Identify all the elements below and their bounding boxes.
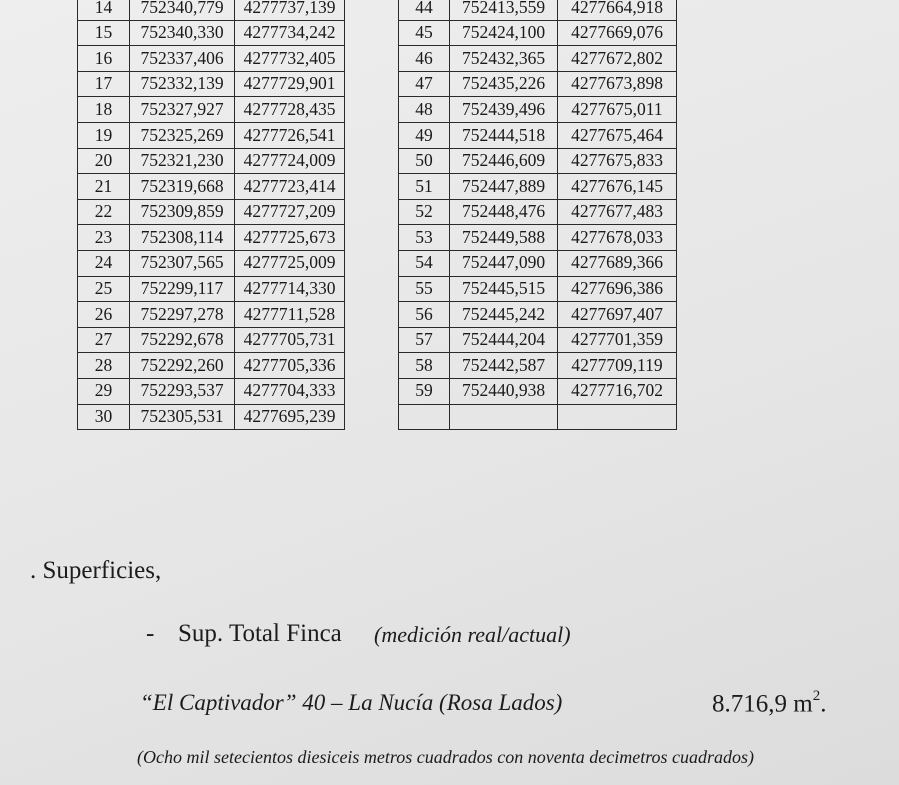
- y-coordinate-cell: 4277732,405: [235, 46, 345, 72]
- table-row: [399, 276, 677, 302]
- x-coordinate-cell: 752413,559: [450, 0, 558, 20]
- table-row: [78, 378, 345, 404]
- table-row: [399, 20, 677, 46]
- coordinates-table-left-body: [78, 0, 345, 430]
- x-coordinate-cell: 752325,269: [130, 122, 235, 148]
- surface-label: Sup. Total Finca: [178, 620, 342, 647]
- y-coordinate-cell: 4277726,541: [235, 122, 345, 148]
- x-coordinate-cell: 752319,668: [130, 174, 235, 200]
- x-coordinate-cell: 752308,114: [130, 225, 235, 251]
- area-in-words: (Ocho mil setecientos diesiceis metros cuadrados con noventa decimetros cuadrados): [137, 747, 755, 767]
- point-number-cell: 21: [78, 174, 130, 200]
- point-number-cell: 54: [399, 250, 450, 276]
- table-row: [78, 404, 345, 430]
- x-coordinate-cell: 752445,515: [450, 276, 558, 302]
- table-row: [399, 122, 677, 148]
- y-coordinate-cell: 4277724,009: [235, 148, 345, 174]
- table-row: [399, 46, 677, 72]
- x-coordinate-cell: 752447,090: [450, 250, 558, 276]
- table-row: [399, 225, 677, 251]
- y-coordinate-cell: 4277672,802: [558, 46, 677, 72]
- point-number-cell: 24: [78, 250, 130, 276]
- y-coordinate-cell: 4277675,011: [558, 97, 677, 123]
- x-coordinate-cell: 752435,226: [450, 71, 558, 97]
- point-number-cell: 25: [78, 276, 130, 302]
- x-coordinate-cell: 752332,139: [130, 71, 235, 97]
- x-coordinate-cell: 752340,779: [130, 0, 235, 20]
- y-coordinate-cell: 4277725,673: [235, 225, 345, 251]
- point-number-cell: 44: [399, 0, 450, 20]
- point-number-cell: 26: [78, 302, 130, 328]
- y-coordinate-cell: 4277716,702: [558, 378, 677, 404]
- table-row: [78, 199, 345, 225]
- table-row: [78, 46, 345, 72]
- y-coordinate-cell: 4277696,386: [558, 276, 677, 302]
- point-number-cell: 30: [78, 404, 130, 430]
- table-row: [78, 353, 345, 379]
- x-coordinate-cell: 752444,518: [450, 122, 558, 148]
- y-coordinate-cell: [558, 404, 677, 430]
- point-number-cell: 47: [399, 71, 450, 97]
- x-coordinate-cell: [450, 404, 558, 430]
- table-row: [399, 353, 677, 379]
- area-period: .: [820, 690, 827, 718]
- point-number-cell: 20: [78, 148, 130, 174]
- x-coordinate-cell: 752305,531: [130, 404, 235, 430]
- point-number-cell: 15: [78, 20, 130, 46]
- table-row: [78, 174, 345, 200]
- table-row: [399, 71, 677, 97]
- table-row: [399, 404, 677, 430]
- x-coordinate-cell: 752447,889: [450, 174, 558, 200]
- point-number-cell: 23: [78, 225, 130, 251]
- y-coordinate-cell: 4277705,336: [235, 353, 345, 379]
- point-number-cell: 55: [399, 276, 450, 302]
- y-coordinate-cell: 4277709,119: [558, 353, 677, 379]
- x-coordinate-cell: 752297,278: [130, 302, 235, 328]
- y-coordinate-cell: 4277727,209: [235, 199, 345, 225]
- list-bullet: -: [146, 620, 155, 647]
- y-coordinate-cell: 4277677,483: [558, 199, 677, 225]
- point-number-cell: 56: [399, 302, 450, 328]
- point-number-cell: [399, 404, 450, 430]
- y-coordinate-cell: 4277676,145: [558, 174, 677, 200]
- x-coordinate-cell: 752432,365: [450, 46, 558, 72]
- y-coordinate-cell: 4277675,833: [558, 148, 677, 174]
- area-exponent: 2: [812, 688, 821, 704]
- point-number-cell: 58: [399, 353, 450, 379]
- x-coordinate-cell: 752439,496: [450, 97, 558, 123]
- x-coordinate-cell: 752299,117: [130, 276, 235, 302]
- surface-note: (medición real/actual): [374, 622, 571, 647]
- table-row: [78, 20, 345, 46]
- point-number-cell: 53: [399, 225, 450, 251]
- coordinates-table-right-body: [399, 0, 677, 430]
- point-number-cell: 46: [399, 46, 450, 72]
- estate-name: “El Captivador” 40 – La Nucía (Rosa Lados): [140, 690, 563, 715]
- table-row: [399, 302, 677, 328]
- x-coordinate-cell: 752448,476: [450, 199, 558, 225]
- point-number-cell: 18: [78, 97, 130, 123]
- y-coordinate-cell: 4277664,918: [558, 0, 677, 20]
- y-coordinate-cell: 4277734,242: [235, 20, 345, 46]
- y-coordinate-cell: 4277725,009: [235, 250, 345, 276]
- table-row: [78, 0, 345, 20]
- x-coordinate-cell: 752293,537: [130, 378, 235, 404]
- point-number-cell: 48: [399, 97, 450, 123]
- point-number-cell: 57: [399, 327, 450, 353]
- table-row: [78, 276, 345, 302]
- y-coordinate-cell: 4277737,139: [235, 0, 345, 20]
- table-row: [399, 0, 677, 20]
- y-coordinate-cell: 4277701,359: [558, 327, 677, 353]
- point-number-cell: 19: [78, 122, 130, 148]
- y-coordinate-cell: 4277689,366: [558, 250, 677, 276]
- point-number-cell: 59: [399, 378, 450, 404]
- y-coordinate-cell: 4277673,898: [558, 71, 677, 97]
- point-number-cell: 27: [78, 327, 130, 353]
- point-number-cell: 50: [399, 148, 450, 174]
- point-number-cell: 14: [78, 0, 130, 20]
- y-coordinate-cell: 4277704,333: [235, 378, 345, 404]
- table-row: [399, 148, 677, 174]
- y-coordinate-cell: 4277675,464: [558, 122, 677, 148]
- table-row: [78, 302, 345, 328]
- coordinates-table-left: [77, 0, 345, 430]
- area-number: 8.716,9 m: [712, 690, 813, 718]
- point-number-cell: 22: [78, 199, 130, 225]
- point-number-cell: 29: [78, 378, 130, 404]
- table-row: [78, 71, 345, 97]
- x-coordinate-cell: 752309,859: [130, 199, 235, 225]
- x-coordinate-cell: 752446,609: [450, 148, 558, 174]
- table-row: [78, 327, 345, 353]
- table-row: [78, 250, 345, 276]
- coordinates-table-right: [398, 0, 677, 430]
- point-number-cell: 51: [399, 174, 450, 200]
- point-number-cell: 45: [399, 20, 450, 46]
- y-coordinate-cell: 4277678,033: [558, 225, 677, 251]
- y-coordinate-cell: 4277705,731: [235, 327, 345, 353]
- table-row: [399, 327, 677, 353]
- x-coordinate-cell: 752445,242: [450, 302, 558, 328]
- table-row: [399, 250, 677, 276]
- point-number-cell: 16: [78, 46, 130, 72]
- x-coordinate-cell: 752442,587: [450, 353, 558, 379]
- x-coordinate-cell: 752444,204: [450, 327, 558, 353]
- table-row: [399, 97, 677, 123]
- x-coordinate-cell: 752292,260: [130, 353, 235, 379]
- table-row: [78, 225, 345, 251]
- x-coordinate-cell: 752340,330: [130, 20, 235, 46]
- y-coordinate-cell: 4277695,239: [235, 404, 345, 430]
- x-coordinate-cell: 752327,927: [130, 97, 235, 123]
- table-row: [78, 97, 345, 123]
- x-coordinate-cell: 752337,406: [130, 46, 235, 72]
- y-coordinate-cell: 4277711,528: [235, 302, 345, 328]
- y-coordinate-cell: 4277669,076: [558, 20, 677, 46]
- y-coordinate-cell: 4277697,407: [558, 302, 677, 328]
- area-value: [712, 690, 826, 718]
- x-coordinate-cell: 752449,588: [450, 225, 558, 251]
- y-coordinate-cell: 4277728,435: [235, 97, 345, 123]
- x-coordinate-cell: 752424,100: [450, 20, 558, 46]
- table-row: [78, 148, 345, 174]
- x-coordinate-cell: 752292,678: [130, 327, 235, 353]
- table-row: [399, 174, 677, 200]
- table-row: [399, 199, 677, 225]
- x-coordinate-cell: 752307,565: [130, 250, 235, 276]
- y-coordinate-cell: 4277729,901: [235, 71, 345, 97]
- point-number-cell: 49: [399, 122, 450, 148]
- y-coordinate-cell: 4277723,414: [235, 174, 345, 200]
- table-row: [78, 122, 345, 148]
- point-number-cell: 28: [78, 353, 130, 379]
- x-coordinate-cell: 752321,230: [130, 148, 235, 174]
- table-row: [399, 378, 677, 404]
- x-coordinate-cell: 752440,938: [450, 378, 558, 404]
- point-number-cell: 17: [78, 71, 130, 97]
- y-coordinate-cell: 4277714,330: [235, 276, 345, 302]
- section-title: . Superficies,: [30, 557, 162, 584]
- point-number-cell: 52: [399, 199, 450, 225]
